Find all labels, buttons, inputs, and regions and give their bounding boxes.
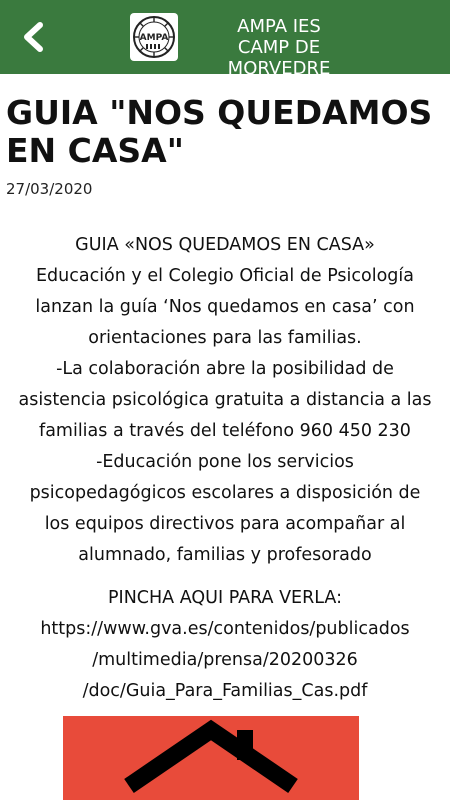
link-intro: PINCHA AQUI PARA VERLA: bbox=[108, 588, 342, 608]
body-line: orientaciones para las familias. bbox=[88, 328, 362, 348]
app-title bbox=[184, 16, 374, 79]
guide-link[interactable]: /doc/Guia_Para_Familias_Cas.pdf bbox=[82, 681, 368, 701]
body-line: Educación y el Colegio Oficial de Psicología bbox=[35, 266, 415, 286]
body-line: los equipos directivos para acompañar al bbox=[44, 514, 406, 534]
chevron-left-icon bbox=[20, 22, 46, 52]
body-line: familias a través del teléfono 960 450 230 bbox=[39, 421, 411, 441]
body-line: asistencia psicológica gratuita a distancia a las bbox=[18, 390, 432, 410]
app-title-line2: CAMP DE MORVEDRE bbox=[227, 37, 331, 79]
body-line: psicopedagógicos escolares a disposición de bbox=[29, 483, 421, 503]
house-icon bbox=[63, 716, 359, 800]
body-line: alumnado, familias y profesorado bbox=[78, 545, 372, 565]
post-date: 27/03/2020 bbox=[6, 180, 93, 198]
body-line: -Educación pone los servicios bbox=[96, 452, 354, 472]
ampa-logo bbox=[130, 13, 178, 61]
post-body bbox=[0, 230, 450, 707]
guide-link[interactable]: /multimedia/prensa/20200326 bbox=[92, 650, 358, 670]
post-title: GUIA "NOS QUEDAMOS EN CASA" bbox=[6, 93, 433, 170]
back-button[interactable] bbox=[14, 18, 52, 56]
app-bar bbox=[0, 0, 450, 79]
app-title-line1: AMPA IES bbox=[237, 16, 321, 37]
post-content[interactable] bbox=[0, 74, 450, 800]
body-line: lanzan la guía ‘Nos quedamos en casa’ con bbox=[35, 297, 415, 317]
guide-link[interactable]: https://www.gva.es/contenidos/publicados bbox=[40, 619, 410, 639]
post-image[interactable] bbox=[63, 716, 359, 800]
body-line: GUIA «NOS QUEDAMOS EN CASA» bbox=[75, 235, 375, 255]
body-line: -La colaboración abre la posibilidad de bbox=[56, 359, 394, 379]
logo-text: AMPA bbox=[139, 33, 169, 43]
